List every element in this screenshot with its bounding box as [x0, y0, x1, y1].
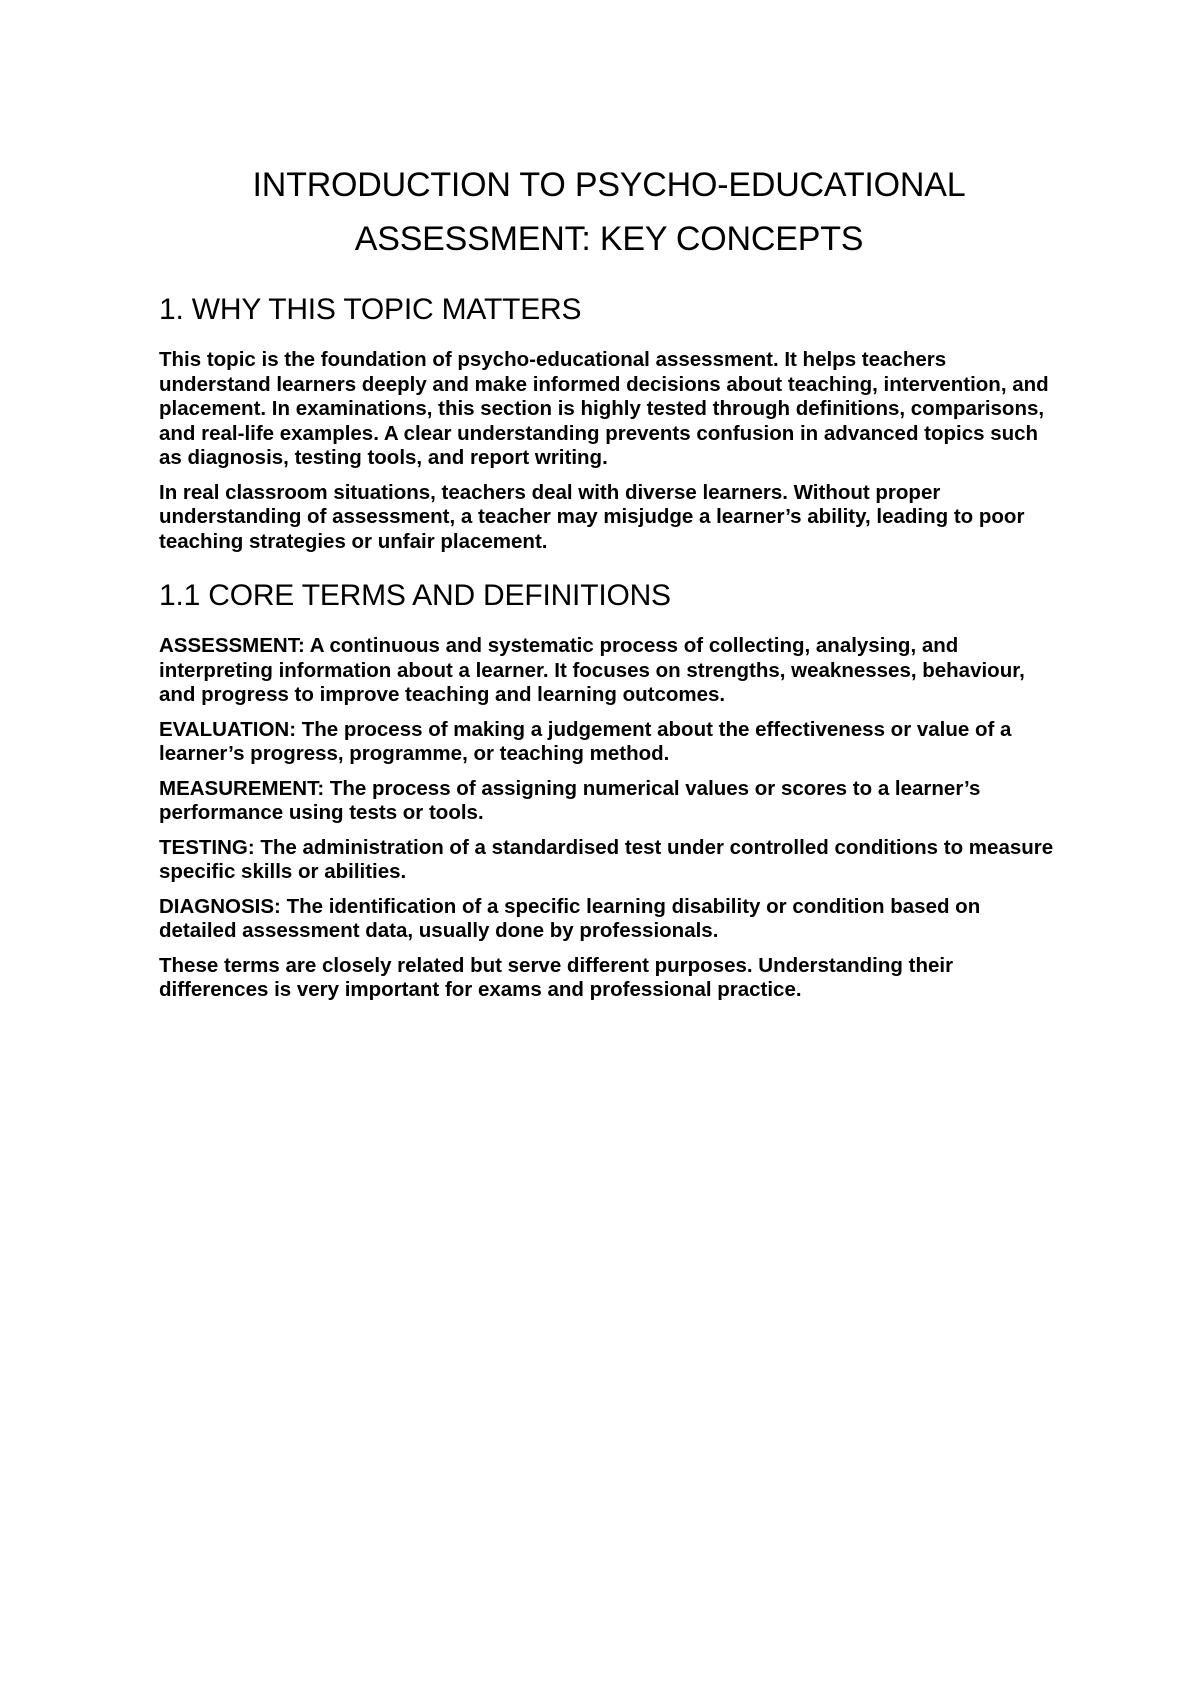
document-title: [159, 158, 1059, 266]
paragraph-foundation: This topic is the foundation of psycho-educational assessment. It helps teachers understand learners deeply and make informed decisions about teaching, intervention, and placement. In examinations, this section is highly tested through definitions, comparisons, and real-life examples. A clear understanding prevents confusion in advanced topics such as diagnosis, testing tools, and report writing.: [159, 348, 1049, 469]
document-title-line-1: INTRODUCTION TO PSYCHO-EDUCATIONAL: [252, 166, 966, 204]
section-heading-why-topic-matters: 1. WHY THIS TOPIC MATTERS: [159, 293, 582, 326]
document-page: [159, 158, 1059, 1003]
definition-measurement: MEASUREMENT: The process of assigning numerical values or scores to a learner’s performance using tests or tools.: [159, 776, 981, 824]
definition-assessment: ASSESSMENT: A continuous and systematic process of collecting, analysing, and interpreting information about a learner. It focuses on strengths, weaknesses, behaviour, and progress to improve teaching and learning outcomes.: [159, 634, 1025, 706]
definition-testing: TESTING: The administration of a standardised test under controlled conditions to measure specific skills or abilities.: [159, 835, 1054, 883]
paragraph-classroom: In real classroom situations, teachers deal with diverse learners. Without proper understanding of assessment, a teacher may misjudge a learner’s ability, leading to poor teaching strategies or unfair placement.: [159, 480, 1025, 553]
definition-diagnosis: DIAGNOSIS: The identification of a specific learning disability or condition based on detailed assessment data, usually done by professionals.: [159, 894, 981, 942]
section-heading-core-terms: 1.1 CORE TERMS AND DEFINITIONS: [159, 579, 671, 612]
paragraph-summary: These terms are closely related but serve different purposes. Understanding their differences is very important for exams and professional practice.: [159, 953, 954, 1001]
definition-evaluation: EVALUATION: The process of making a judgement about the effectiveness or value of a learner’s progress, programme, or teaching method.: [159, 717, 1012, 765]
document-title-line-2: ASSESSMENT: KEY CONCEPTS: [354, 220, 864, 258]
